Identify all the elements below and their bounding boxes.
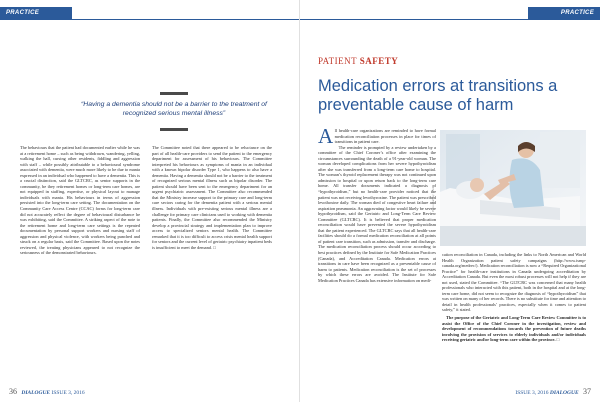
photo-illustration <box>440 130 586 246</box>
article-text: cation reconciliation in Canada, including the links to North American and World Health Organization patient safety campaigns (http://www.ismp-canada.org/medrec/). Medication reconciliation is now a “Required Organizational Practice” for health-care institutions in Canada undergoing accreditation by Accreditation Canada. But even the most robust processes will not help if they are not used, stated the Committee. “The GLTCRC was concerned that many health professionals who interacted with this patient, both in the hospital and at the long-term care home, did not seem to recognize the diagnosis of “hypothyroidism” that was written on many of her records. There is no substitute for time and attention to detail in health professionals’ practices, especially when it comes to patient safety,” it stated. <box>442 252 586 313</box>
headline: Medication errors at transitions a preventable cause of harm <box>318 77 558 114</box>
end-mark: □ <box>213 244 216 250</box>
article-text: The behaviours that the patient had documented earlier while he was at a retirement home – such as being withdrawn, wandering, yelling, walking the hall, cursing other residents, fiddling and aggression with staff – while possibly attributable to a behavioural syndrome associated with dementia, were much more likely to be due to mania expressed in an individual who happened to have a dementia. This is a crucial distinction, said the GLTCRC, as sentor supports in the community, be they retirement homes or long-term care homes, are not equipped in staffing, expertise, or physical layout to manage individuals with mania. His behaviours in terms of aggression persisted into the long-term care setting. The documentation on the Community Care Access Centre (CCAC) forms for long-term care did not accurately reflect the degree of behavioural disturbance he was exhibiting, said the Committee. A striking aspect of the note to the retirement home and long-term care settings is the repeated documentation by personal support workers and nursing staff of aggression and physical violence, with workers being punched and struck on a regular basis, said the Committee. Based upon the notes reviewed, the treating physicians appeared to not recognize the seriousness of the demonstrated behaviours. <box>20 145 140 256</box>
end-mark: □ <box>556 337 560 343</box>
issue-label: ISSUE 3, 2016 <box>515 390 549 396</box>
article-text <box>152 145 272 250</box>
article-intro <box>318 128 436 148</box>
article-text: The reminder is prompted by a review undertaken by a committee of the Chief Coroner’s office after examining the circumstances surrounding the death of a 91-year-old woman. The woman developed complications from her severe hypothyroidism after she was transferred from a long-term care home to hospital. The woman’s thyroid replacement therapy was not continued upon admission to hospital or upon return back to the long-term care home. All transfer documents indicated a diagnosis of “hypothyroidism,” but no health-care provider noticed that the patient was not receiving levothyroxine. The patient was prescribed levothoxine daily. The woman died of congestive heart failure and aspiration pneumonia. An aggravating factor would likely be severe hypothyroidism, said the Geriatric and Long-Term Care Review Committee (GLTCRC). It is believed that proper medication reconciliation would have prevented the severe hypothyroidism that the patient experienced. The GLTCRC says that all health-care facilities should do a formal medication reconciliation at all points of patient care transition, such as admission, transfer and discharge. The medication reconciliation process should occur according to best practices defined by the Institute for Safe Medication Practices (Canada), and Accreditation Canada. Medication errors at transitions in care have been recognized as a preventable cause of harm to patients. Medication reconciliation is the set of processes by which these errors are avoided. The Institute for Safe Medication Practices Canada has extensive information on medi- <box>318 144 436 283</box>
article-column-2 <box>442 252 586 387</box>
pullquote-rule-bottom <box>160 128 188 131</box>
pullquote-rule-top <box>160 92 188 95</box>
section-label-part-2: SAFETY <box>359 56 399 66</box>
section-tab: PRACTICE PARTNER <box>528 7 600 19</box>
page-number: 36 <box>9 387 17 396</box>
committee-note <box>442 315 586 343</box>
article-column-1 <box>318 128 436 386</box>
header-rule <box>0 19 300 20</box>
page-number: 37 <box>583 387 591 396</box>
header-rule <box>300 19 600 20</box>
section-label-part-1: PATIENT <box>318 56 360 66</box>
page-footer <box>515 387 594 396</box>
magazine-name: DIALOGUE <box>549 390 579 396</box>
committee-note-text: The purpose of the Geriatric and Long-Term Care Review Committee is to assist the Office of the Chief Coroner in the investigation, review and development of recommendations towards the prevention of future deaths involving the provision of services to elderly individuals and/or individuals receiving geriatric and/or long-term care within the province. <box>442 315 586 343</box>
article-text-body: The Committee noted that there appeared to be reluctance on the part of all health-care providers to send the patient to the emergency department for assessment of his behaviours. The Committee interpreted his behaviours as symptoms of mania in an individual with a known bipolar disorder Type 1, who happens to also have a dementia. Having a dementia should not be a barrier to the treatment of recognized serious mental illness such as bipolar disorder. The patient should have been sent to the emergency department for an urgent psychiatric assessment. The Committee also recommended that the Ministry increase support to the primary care and long-term care sectors caring for the dementia patient with a serious mental illness. Individuals with pre-existing serious mental illness are a challenge for primary care clinicians used to working with dementia patients. Finally, the Committee also recommended the Ministry develop a provincial strategy and implementation plan to improve access to specialized seniors mental health. The Committee remarked that it is too difficult to access crisis mental health support for seniors and the current level of geriatric psychiatry inpatient beds is insufficient to meet the demand. <box>152 145 272 250</box>
article-column-2 <box>152 145 272 385</box>
photo-credit: Photo courtesy: Fotolia <box>432 185 435 212</box>
magazine-name: DIALOGUE <box>21 390 51 396</box>
section-tab: PRACTICE PARTNER <box>0 7 72 19</box>
page-footer <box>6 387 85 396</box>
issue-label: ISSUE 3, 2016 <box>51 390 85 396</box>
hospital-photo <box>440 130 586 246</box>
pullquote: “Having a dementia should not be a barrier to the treatment of recognized serious mental illness” <box>81 101 267 117</box>
drop-cap: A <box>318 128 334 148</box>
intro-text: ll health-care organizations are reminded to have formal medication reconciliation processes in place for times of transitions in patient care. <box>334 128 436 145</box>
section-label <box>318 56 398 66</box>
article-column-1 <box>20 145 140 385</box>
